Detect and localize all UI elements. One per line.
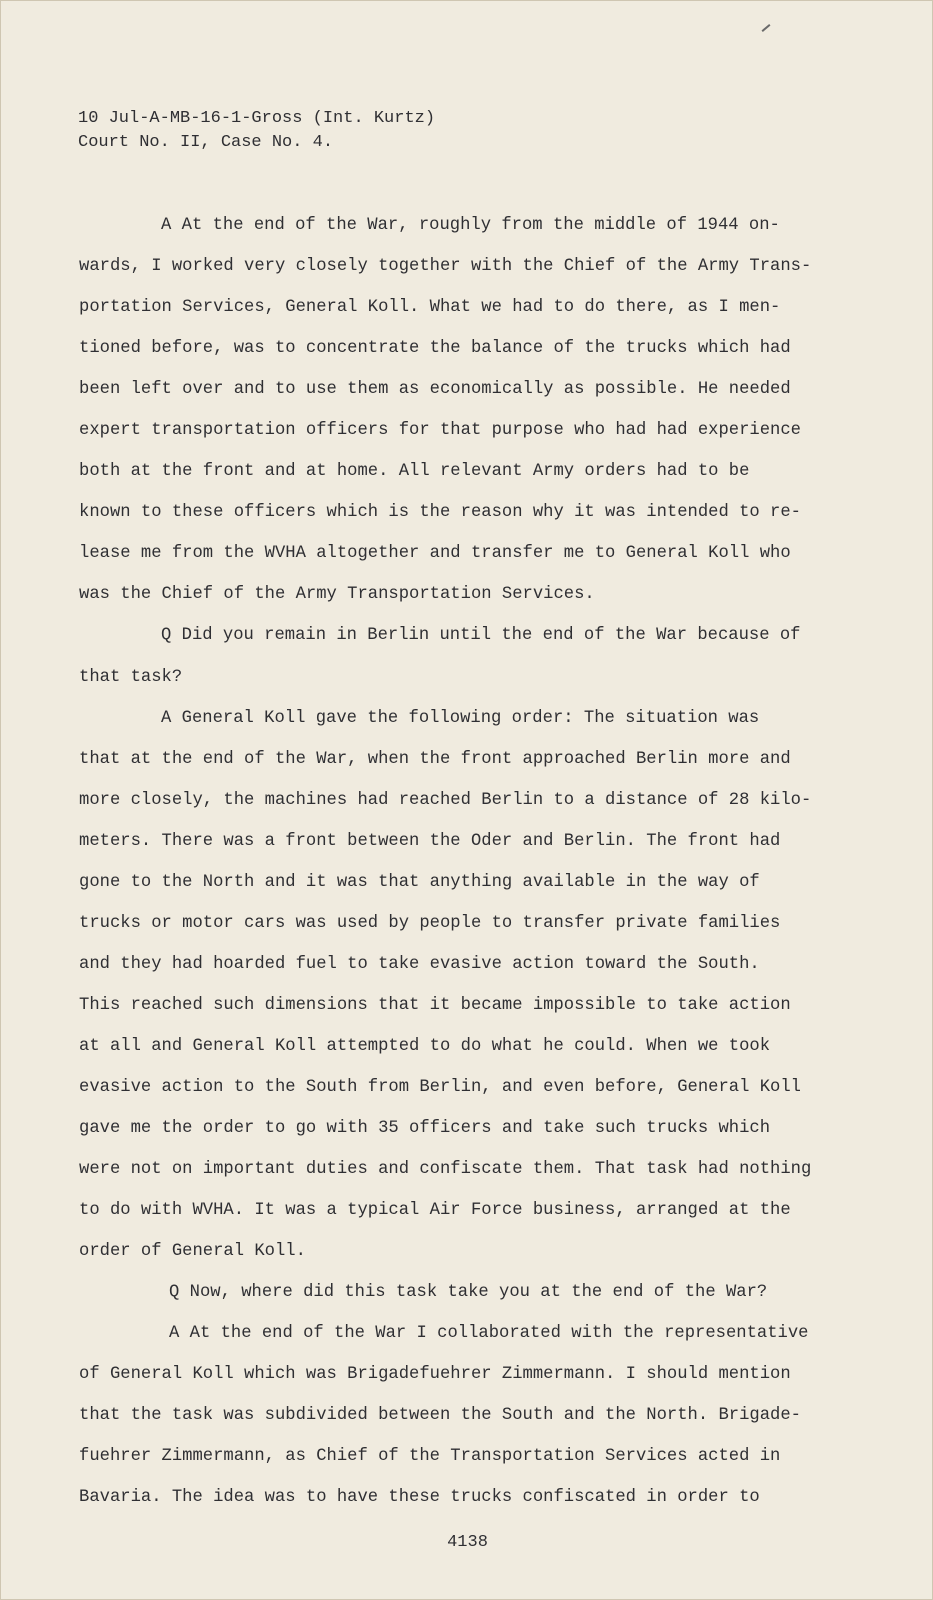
text-line: gone to the North and it was that anything available in the way of <box>79 872 760 892</box>
header-court-case: Court No. II, Case No. 4. <box>78 133 334 152</box>
text-line: that at the end of the War, when the front approached Berlin more and <box>79 749 791 769</box>
text-line: A General Koll gave the following order: The situation was <box>161 708 760 728</box>
text-line: trucks or motor cars was used by people to transfer private families <box>79 913 781 933</box>
text-line: that task? <box>79 667 183 687</box>
text-line: was the Chief of the Army Transportation Services. <box>79 585 595 605</box>
text-line: to do with WVHA. It was a typical Air Force business, arranged at the <box>79 1201 791 1221</box>
text-line: known to these officers which is the reason why it was intended to re- <box>79 503 801 523</box>
text-line: A At the end of the War, roughly from the middle of 1944 on- <box>161 216 780 235</box>
text-line: tioned before, was to concentrate the balance of the trucks which had <box>79 339 791 359</box>
text-line: wards, I worked very closely together with the Chief of the Army Trans- <box>79 257 812 277</box>
text-line: gave me the order to go with 35 officers and take such trucks which <box>79 1119 771 1139</box>
text-line: and they had hoarded fuel to take evasive action toward the South. <box>79 954 760 974</box>
header-reference: 10 Jul-A-MB-16-1-Gross (Int. Kurtz) <box>78 109 436 128</box>
text-line: fuehrer Zimmermann, as Chief of the Transportation Services acted in <box>79 1447 781 1467</box>
text-line: been left over and to use them as economically as possible. He needed <box>79 380 791 400</box>
text-line: both at the front and at home. All relevant Army orders had to be <box>79 462 750 482</box>
text-line: evasive action to the South from Berlin, and even before, General Koll <box>79 1077 801 1097</box>
text-line: more closely, the machines had reached Berlin to a distance of 28 kilo- <box>79 790 812 810</box>
text-line: of General Koll which was Brigadefuehrer Zimmermann. I should mention <box>79 1365 791 1385</box>
text-line: expert transportation officers for that purpose who had had experience <box>79 421 801 441</box>
pencil-mark <box>762 24 771 32</box>
text-line: This reached such dimensions that it became impossible to take action <box>79 995 791 1015</box>
text-line: Q Did you remain in Berlin until the end of the War because of <box>161 626 801 646</box>
page-number: 4138 <box>447 1533 488 1552</box>
text-line: were not on important duties and confiscate them. That task had nothing <box>79 1160 812 1180</box>
text-line: portation Services, General Koll. What we had to do there, as I men- <box>79 298 781 318</box>
text-line: lease me from the WVHA altogether and transfer me to General Koll who <box>79 544 791 564</box>
text-line: order of General Koll. <box>79 1242 306 1262</box>
text-line: that the task was subdivided between the South and the North. Brigade- <box>79 1406 801 1426</box>
transcript-body <box>79 205 839 1519</box>
document-header <box>78 107 435 155</box>
text-line: Q Now, where did this task take you at the end of the War? <box>169 1283 768 1303</box>
text-line: A At the end of the War I collaborated with the representative <box>169 1324 809 1344</box>
text-line: at all and General Koll attempted to do what he could. When we took <box>79 1036 771 1056</box>
text-line: Bavaria. The idea was to have these trucks confiscated in order to <box>79 1488 760 1508</box>
text-line: meters. There was a front between the Oder and Berlin. The front had <box>79 831 781 851</box>
